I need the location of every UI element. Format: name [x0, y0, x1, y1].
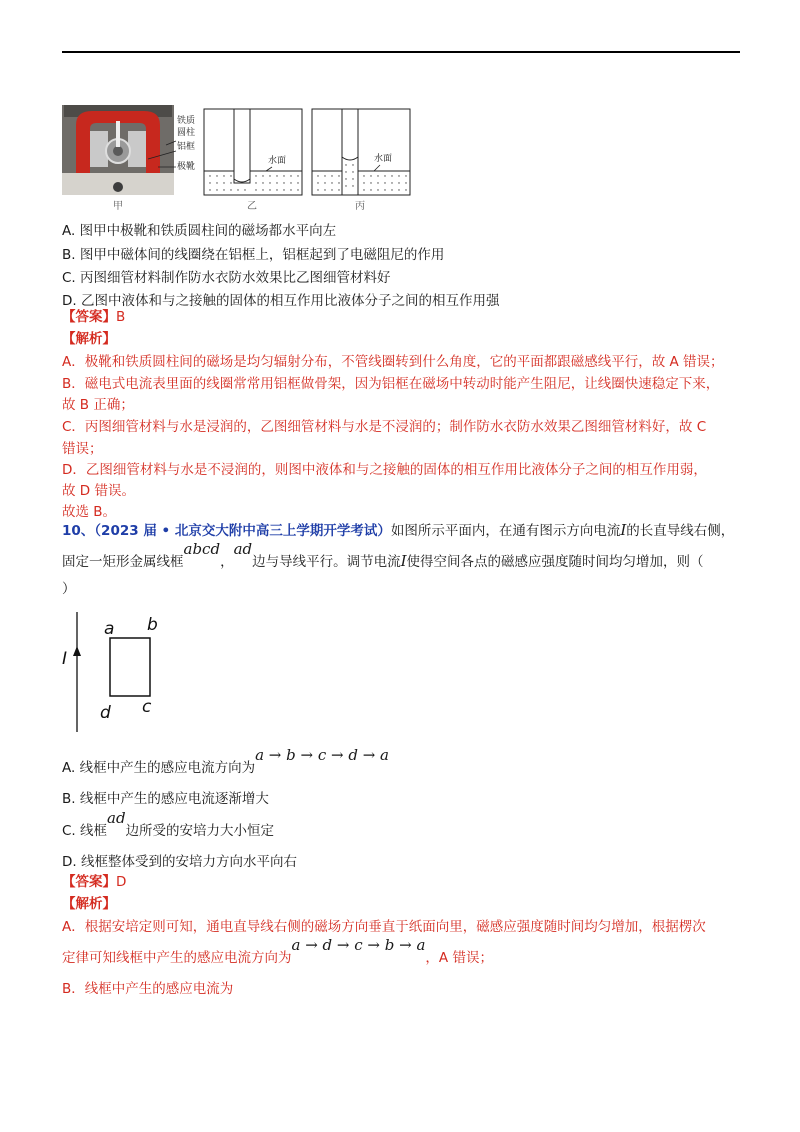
q10-expl-a2-pre: 定律可知线框中产生的感应电流方向为 — [62, 950, 292, 966]
photo-jia — [62, 105, 174, 195]
q10-var-ad: ad — [233, 540, 253, 558]
q9-option-c: C. 丙图细管材料制作防水衣防水效果比乙图细管材料好 — [62, 270, 391, 286]
label-lvkuang: 铝框 — [177, 142, 196, 152]
q9-expl-d2: 故 D 错误。 — [62, 483, 135, 499]
diagram-bing — [312, 109, 410, 195]
q10-answer — [62, 873, 126, 891]
label-a: a — [104, 619, 115, 639]
q10-option-a — [62, 746, 390, 777]
q9-answer-value: B — [116, 309, 126, 325]
q10-option-b: B. 线框中产生的感应电流逐渐增大 — [62, 791, 269, 807]
q9-option-d: D. 乙图中液体和与之接触的固体的相互作用比液体分子之间的相互作用强 — [62, 293, 500, 309]
label-c: c — [142, 697, 152, 717]
q10-analysis-tag: 【解析】 — [62, 896, 116, 912]
q10-option-c-math: ad — [107, 809, 126, 827]
q10-var-abcd: abcd — [183, 540, 221, 558]
q9-analysis-tag: 【解析】 — [62, 331, 116, 347]
water-dots-bing — [317, 164, 406, 190]
q10-stem2-a: 固定一矩形金属线框 — [62, 554, 184, 570]
diagram-yi — [204, 109, 302, 195]
q9-expl-c2: 错误； — [62, 441, 103, 457]
label-water-yi: 水面 — [268, 156, 287, 166]
q9-expl-a: A．极靴和铁质圆柱间的磁场是均匀辐射分布，不管线圈转到什么角度，它的平面都跟磁感线平行，故 A 错误； — [62, 354, 724, 370]
q9-answer-tag: 【答案】 — [62, 309, 116, 325]
label-yuanzhu: 圆柱 — [177, 128, 196, 138]
caption-bing: 丙 — [355, 201, 365, 212]
q10-stem1-a: 如图所示平面内，在通有图示方向电流 — [390, 523, 621, 539]
figure-magnet-capillary — [62, 105, 412, 215]
q10-option-c-pre: C. 线框 — [62, 823, 108, 839]
q10-option-a-math: a → b → c → d → a — [255, 746, 390, 764]
q10-expl-a2-math: a → d → c → b → a — [291, 936, 426, 954]
rect-loop — [110, 638, 150, 696]
q9-option-a: A. 图甲中极靴和铁质圆柱间的磁场都水平向左 — [62, 223, 337, 239]
q10-var-I: I — [620, 521, 627, 539]
q10-var-I-2: I — [400, 552, 407, 570]
q9-expl-c1: C．丙图细管材料与水是浸润的，乙图细管材料与水是不浸润的；制作防水衣防水效果乙图细管材料好，故 C — [62, 419, 707, 435]
label-tiezhi: 铁质 — [177, 116, 196, 126]
label-jixue: 极靴 — [177, 162, 196, 172]
q10-expl-a2 — [62, 936, 493, 967]
q9-option-b: B. 图甲中磁体间的线圈绕在铝框上，铝框起到了电磁阻尼的作用 — [62, 247, 445, 263]
q9-expl-b2: 故 B 正确； — [62, 397, 134, 413]
q10-stem2-c: 使得空间各点的磁感应强度随时间均匀增加，则（ — [406, 554, 704, 570]
q10-option-c — [62, 809, 275, 840]
q10-number: 10、 — [62, 523, 95, 539]
q9-expl-d1: D．乙图细管材料与水是不浸润的，则图中液体和与之接触的固体的相互作用比液体分子之间的相互作用弱， — [62, 462, 707, 478]
q10-expl-a2-post: ，A 错误； — [425, 950, 493, 966]
q10-answer-tag: 【答案】 — [62, 874, 116, 890]
q9-conclusion: 故选 B。 — [62, 504, 117, 520]
q10-stem1-b: 的长直导线右侧， — [626, 523, 735, 539]
q10-stem-line2 — [62, 540, 704, 571]
q10-option-a-text: A. 线框中产生的感应电流方向为 — [62, 760, 256, 776]
label-water-bing: 水面 — [374, 154, 393, 164]
q10-stem-line1 — [62, 521, 734, 540]
q9-expl-b1: B．磁电式电流表里面的线圈常常用铝框做骨架，因为铝框在磁场中转动时能产生阻尼，让线圈快速稳定下来， — [62, 376, 720, 392]
q10-comma: ， — [220, 554, 234, 570]
q9-answer — [62, 308, 125, 326]
q10-expl-a1: A．根据安培定则可知，通电直导线右侧的磁场方向垂直于纸面向里，磁感应强度随时间均匀增加，根据楞次 — [62, 919, 706, 935]
q10-answer-value: D — [116, 874, 127, 890]
label-b: b — [147, 615, 158, 635]
water-dots-yi — [209, 175, 298, 190]
q10-stem2-b: 边与导线平行。调节电流 — [252, 554, 401, 570]
current-arrow-icon — [73, 646, 81, 656]
q10-expl-b: B．线框中产生的感应电流为 — [62, 981, 234, 997]
label-d: d — [100, 703, 111, 723]
q10-option-c-post: 边所受的安培力大小恒定 — [125, 823, 275, 839]
figure-wire-loop — [60, 606, 170, 736]
q10-source: （2023 届 • 北京交大附中高三上学期开学考试） — [94, 523, 391, 539]
caption-yi: 乙 — [247, 201, 257, 212]
header-rule — [62, 51, 740, 53]
q10-stem-line3: ） — [62, 581, 76, 597]
q10-option-d: D. 线框整体受到的安培力方向水平向右 — [62, 854, 297, 870]
caption-jia: 甲 — [113, 201, 123, 212]
label-current-I: I — [62, 649, 68, 669]
